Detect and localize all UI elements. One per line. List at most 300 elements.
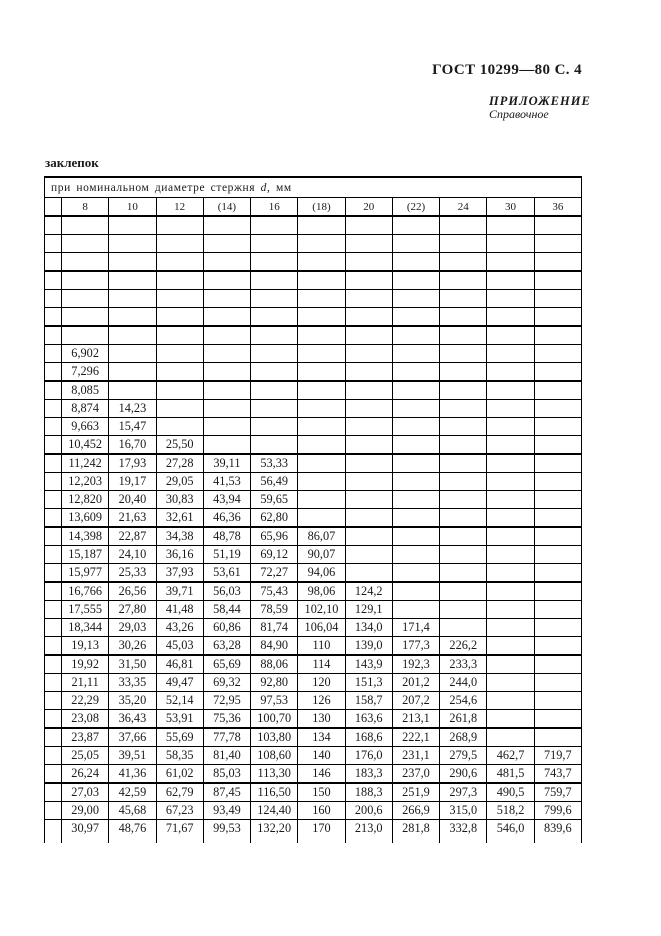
table-cell (534, 564, 581, 583)
table-cell (298, 454, 345, 473)
table-cell: 226,2 (440, 637, 487, 656)
table-cell: 9,663 (62, 418, 109, 436)
table-cell (109, 308, 156, 327)
table-cell (487, 345, 534, 363)
row-stub-cell (45, 655, 62, 674)
table-body (45, 216, 582, 843)
table-cell (203, 363, 250, 382)
table-cell: 213,0 (345, 820, 392, 838)
table-cell (392, 345, 439, 363)
table-cell: 87,45 (203, 783, 250, 802)
table-cell: 36,16 (156, 546, 203, 564)
table-cell (392, 473, 439, 491)
table-row (45, 253, 582, 272)
table-cell (109, 326, 156, 345)
table-cell (109, 216, 156, 235)
table-cell: 41,48 (156, 601, 203, 619)
table-cell (345, 345, 392, 363)
table-cell (203, 418, 250, 436)
row-stub-cell (45, 728, 62, 747)
table-cell (534, 216, 581, 235)
table-cell (487, 546, 534, 564)
table-cell: 25,50 (156, 436, 203, 455)
table-cell: 12,820 (62, 491, 109, 509)
table-cell: 19,13 (62, 637, 109, 656)
table-row (45, 728, 582, 747)
table-cell: 81,74 (251, 619, 298, 637)
table-cell (345, 436, 392, 455)
row-stub-cell (45, 326, 62, 345)
table-cell: 18,344 (62, 619, 109, 637)
table-cell (440, 527, 487, 546)
table-cell: 90,07 (298, 546, 345, 564)
table-cell (392, 582, 439, 601)
table-cell: 150 (298, 783, 345, 802)
table-cell: 160 (298, 802, 345, 820)
table-row (45, 546, 582, 564)
table-cell: 7,296 (62, 363, 109, 382)
table-cell: 27,03 (62, 783, 109, 802)
table-cell (440, 326, 487, 345)
span-header-suffix: , мм (267, 181, 292, 194)
table-cell: 200,6 (345, 802, 392, 820)
row-stub-cell (45, 783, 62, 802)
row-stub-cell (45, 345, 62, 363)
table-cell (392, 253, 439, 272)
table-cell (534, 271, 581, 290)
table-cell: 279,5 (440, 747, 487, 765)
table-cell (487, 582, 534, 601)
table-cell: 120 (298, 674, 345, 692)
table-cell (156, 363, 203, 382)
table-cell: 719,7 (534, 747, 581, 765)
table-cell (392, 290, 439, 308)
row-stub-cell (45, 601, 62, 619)
table-cell (298, 326, 345, 345)
table-cell: 743,7 (534, 765, 581, 784)
table-cell (534, 728, 581, 747)
table-cell (156, 308, 203, 327)
table-cell (534, 326, 581, 345)
table-cell (298, 381, 345, 400)
table-row (45, 564, 582, 583)
table-cell (392, 400, 439, 418)
table-cell (345, 418, 392, 436)
table-cell: 14,398 (62, 527, 109, 546)
table-cell (345, 564, 392, 583)
table-cell (487, 619, 534, 637)
table-cell: 130 (298, 710, 345, 729)
table-cell: 27,80 (109, 601, 156, 619)
column-header-stub (45, 198, 62, 217)
table-cell (298, 308, 345, 327)
table-cell: 268,9 (440, 728, 487, 747)
table-cutoff-cell (487, 837, 534, 843)
table-cell (487, 674, 534, 692)
table-cell: 78,59 (251, 601, 298, 619)
table-cell (487, 436, 534, 455)
table-cell: 126 (298, 692, 345, 710)
table-cell: 29,05 (156, 473, 203, 491)
table-cell (251, 345, 298, 363)
table-cell: 37,93 (156, 564, 203, 583)
table-cell: 92,80 (251, 674, 298, 692)
table-cell (109, 253, 156, 272)
table-cell (156, 345, 203, 363)
table-cell: 188,3 (345, 783, 392, 802)
table-cell (440, 216, 487, 235)
table-cell (251, 235, 298, 253)
table-cell (534, 509, 581, 528)
column-header: 10 (109, 198, 156, 217)
table-cell: 114 (298, 655, 345, 674)
span-header-cell (45, 177, 582, 198)
table-cell: 81,40 (203, 747, 250, 765)
table-cell (440, 601, 487, 619)
table-cutoff-cell (203, 837, 250, 843)
table-cell: 65,96 (251, 527, 298, 546)
table-cell (156, 381, 203, 400)
table-cell: 192,3 (392, 655, 439, 674)
table-cell (345, 473, 392, 491)
table-cell: 297,3 (440, 783, 487, 802)
table-row (45, 400, 582, 418)
column-header: 8 (62, 198, 109, 217)
table-cell: 19,17 (109, 473, 156, 491)
table-cell: 56,49 (251, 473, 298, 491)
table-cell: 46,36 (203, 509, 250, 528)
table-cell (109, 235, 156, 253)
row-stub-cell (45, 491, 62, 509)
table-cell (534, 436, 581, 455)
table-cell: 140 (298, 747, 345, 765)
table-cell (62, 271, 109, 290)
column-header: 36 (534, 198, 581, 217)
table-cell (487, 381, 534, 400)
rivet-mass-table (44, 176, 582, 843)
table-cell: 213,1 (392, 710, 439, 729)
table-row (45, 290, 582, 308)
column-header: 12 (156, 198, 203, 217)
table-cell (440, 363, 487, 382)
table-cell (440, 345, 487, 363)
table-cutoff-cell (298, 837, 345, 843)
row-stub-cell (45, 820, 62, 838)
table-cell: 77,78 (203, 728, 250, 747)
table-cell: 69,12 (251, 546, 298, 564)
table-cell (534, 363, 581, 382)
table-cell: 20,40 (109, 491, 156, 509)
table-cell: 143,9 (345, 655, 392, 674)
table-cell (487, 728, 534, 747)
table-cell: 315,0 (440, 802, 487, 820)
table-cell (487, 326, 534, 345)
table-cell: 58,35 (156, 747, 203, 765)
table-cell (109, 363, 156, 382)
table-cell: 86,07 (298, 527, 345, 546)
table-cell: 30,83 (156, 491, 203, 509)
row-stub-cell (45, 509, 62, 528)
table-cell (534, 290, 581, 308)
table-cell (345, 491, 392, 509)
table-cutoff-row (45, 837, 582, 843)
table-cell (251, 216, 298, 235)
table-cell: 25,05 (62, 747, 109, 765)
table-cell: 266,9 (392, 802, 439, 820)
table-cell: 481,5 (487, 765, 534, 784)
table-cell (298, 473, 345, 491)
table-cell (534, 582, 581, 601)
table-cell (440, 509, 487, 528)
table-cell: 53,91 (156, 710, 203, 729)
row-stub-cell (45, 674, 62, 692)
table-cell: 15,47 (109, 418, 156, 436)
row-stub-cell (45, 546, 62, 564)
table-cell: 69,32 (203, 674, 250, 692)
table-cell (298, 436, 345, 455)
table-cell (534, 381, 581, 400)
table-cell (534, 710, 581, 729)
table-row (45, 235, 582, 253)
table-cell (534, 527, 581, 546)
table-cell: 51,19 (203, 546, 250, 564)
table-cell: 29,03 (109, 619, 156, 637)
table-cell: 134,0 (345, 619, 392, 637)
row-stub-cell (45, 216, 62, 235)
table-cell (487, 308, 534, 327)
table-cell (392, 509, 439, 528)
row-stub-cell (45, 308, 62, 327)
table-cell: 88,06 (251, 655, 298, 674)
table-cell: 29,00 (62, 802, 109, 820)
table-row (45, 216, 582, 235)
table-cell: 30,97 (62, 820, 109, 838)
span-header-prefix: при номинальном диаметре стержня (51, 181, 261, 194)
table-cell (487, 601, 534, 619)
table-cell: 94,06 (298, 564, 345, 583)
table-cell: 8,085 (62, 381, 109, 400)
table-cell (440, 418, 487, 436)
table-cell: 97,53 (251, 692, 298, 710)
table-cell: 85,03 (203, 765, 250, 784)
gost-page-header: ГОСТ 10299—80 С. 4 (432, 62, 582, 78)
table-cell: 171,4 (392, 619, 439, 637)
table-cell (298, 216, 345, 235)
table-cell (534, 619, 581, 637)
table-cell (534, 308, 581, 327)
table-cell (251, 326, 298, 345)
table-cell: 45,68 (109, 802, 156, 820)
table-cell (440, 271, 487, 290)
table-cell: 71,67 (156, 820, 203, 838)
table-cell: 41,36 (109, 765, 156, 784)
table-cell (534, 454, 581, 473)
table-cell (109, 271, 156, 290)
table-cell: 168,6 (345, 728, 392, 747)
table-row (45, 765, 582, 784)
row-stub-cell (45, 235, 62, 253)
table-cell: 237,0 (392, 765, 439, 784)
table-cell: 98,06 (298, 582, 345, 601)
table-cell: 839,6 (534, 820, 581, 838)
table-cell: 490,5 (487, 783, 534, 802)
table-row (45, 692, 582, 710)
table-cell (534, 601, 581, 619)
table-cell (109, 290, 156, 308)
table-cutoff-cell (440, 837, 487, 843)
table-cell (392, 363, 439, 382)
table-row (45, 710, 582, 729)
table-row (45, 454, 582, 473)
table-cell: 110 (298, 637, 345, 656)
table-cell: 177,3 (392, 637, 439, 656)
table-cell: 14,23 (109, 400, 156, 418)
table-row (45, 308, 582, 327)
table-cell (440, 454, 487, 473)
table-cell: 146 (298, 765, 345, 784)
table-cell (534, 655, 581, 674)
table-cutoff-cell (45, 837, 62, 843)
table-cell (440, 235, 487, 253)
row-stub-cell (45, 747, 62, 765)
table-cell: 163,6 (345, 710, 392, 729)
row-stub-cell (45, 418, 62, 436)
table-cell: 55,69 (156, 728, 203, 747)
table-cell (392, 271, 439, 290)
table-cell (392, 564, 439, 583)
table-row (45, 436, 582, 455)
table-cell: 43,26 (156, 619, 203, 637)
table-cell (440, 400, 487, 418)
table-cell (534, 637, 581, 656)
table-cell: 13,609 (62, 509, 109, 528)
table-cell (298, 271, 345, 290)
row-stub-cell (45, 363, 62, 382)
table-cell (203, 326, 250, 345)
table-cell: 799,6 (534, 802, 581, 820)
row-stub-cell (45, 473, 62, 491)
table-cell: 63,28 (203, 637, 250, 656)
table-cell (298, 290, 345, 308)
table-cell: 53,33 (251, 454, 298, 473)
table-cell: 158,7 (345, 692, 392, 710)
table-cell: 8,874 (62, 400, 109, 418)
table-cell: 207,2 (392, 692, 439, 710)
table-cutoff-cell (534, 837, 581, 843)
table-cell: 106,04 (298, 619, 345, 637)
table-cell (345, 253, 392, 272)
table-cell (534, 418, 581, 436)
table-cell: 22,87 (109, 527, 156, 546)
table-cell: 36,43 (109, 710, 156, 729)
table-cell: 124,2 (345, 582, 392, 601)
table-cell (487, 454, 534, 473)
table-cell (203, 308, 250, 327)
table-row (45, 271, 582, 290)
table-cell: 139,0 (345, 637, 392, 656)
table-cell: 21,63 (109, 509, 156, 528)
table-cell: 39,51 (109, 747, 156, 765)
table-cell (440, 546, 487, 564)
table-cell (251, 363, 298, 382)
table-cell (487, 290, 534, 308)
table-cell: 332,8 (440, 820, 487, 838)
table-cell (487, 527, 534, 546)
table-cell (298, 418, 345, 436)
table-cell: 99,53 (203, 820, 250, 838)
table-cell (298, 253, 345, 272)
table-cell: 75,43 (251, 582, 298, 601)
table-cell (392, 326, 439, 345)
appendix-block (489, 94, 591, 122)
table-cell: 41,53 (203, 473, 250, 491)
table-cell: 52,14 (156, 692, 203, 710)
table-cell (156, 326, 203, 345)
table-cell (156, 290, 203, 308)
table-cell (156, 271, 203, 290)
table-cell: 183,3 (345, 765, 392, 784)
table-cell (156, 253, 203, 272)
table-cell: 45,03 (156, 637, 203, 656)
table-cell: 251,9 (392, 783, 439, 802)
table-cell (156, 216, 203, 235)
table-cell (298, 509, 345, 528)
table-cell: 48,78 (203, 527, 250, 546)
table-cell: 124,40 (251, 802, 298, 820)
table-cell: 176,0 (345, 747, 392, 765)
table-cell (487, 400, 534, 418)
table-cell: 59,65 (251, 491, 298, 509)
table-cell: 129,1 (345, 601, 392, 619)
table-cell: 462,7 (487, 747, 534, 765)
table-cell: 61,02 (156, 765, 203, 784)
table-cell (487, 271, 534, 290)
table-cell (251, 418, 298, 436)
table-cell (534, 253, 581, 272)
row-stub-cell (45, 271, 62, 290)
table-cell: 103,80 (251, 728, 298, 747)
column-header: (18) (298, 198, 345, 217)
table-cell (487, 491, 534, 509)
table-cell: 72,95 (203, 692, 250, 710)
table-cell: 37,66 (109, 728, 156, 747)
table-cell: 53,61 (203, 564, 250, 583)
row-stub-cell (45, 527, 62, 546)
table-cell (534, 491, 581, 509)
row-stub-cell (45, 564, 62, 583)
table-cell (345, 308, 392, 327)
table-cell: 42,59 (109, 783, 156, 802)
table-cell (203, 216, 250, 235)
table-cell (487, 692, 534, 710)
table-cell (203, 235, 250, 253)
table-cell (487, 235, 534, 253)
table-row (45, 326, 582, 345)
table-cell: 244,0 (440, 674, 487, 692)
table-cell: 6,902 (62, 345, 109, 363)
row-stub-cell (45, 454, 62, 473)
row-stub-cell (45, 400, 62, 418)
table-cell (345, 326, 392, 345)
table-cell: 17,93 (109, 454, 156, 473)
table-cell (392, 546, 439, 564)
table-cell: 12,203 (62, 473, 109, 491)
table-cell (487, 637, 534, 656)
table-cell: 49,47 (156, 674, 203, 692)
row-stub-cell (45, 582, 62, 601)
table-row (45, 582, 582, 601)
table-cell (62, 308, 109, 327)
